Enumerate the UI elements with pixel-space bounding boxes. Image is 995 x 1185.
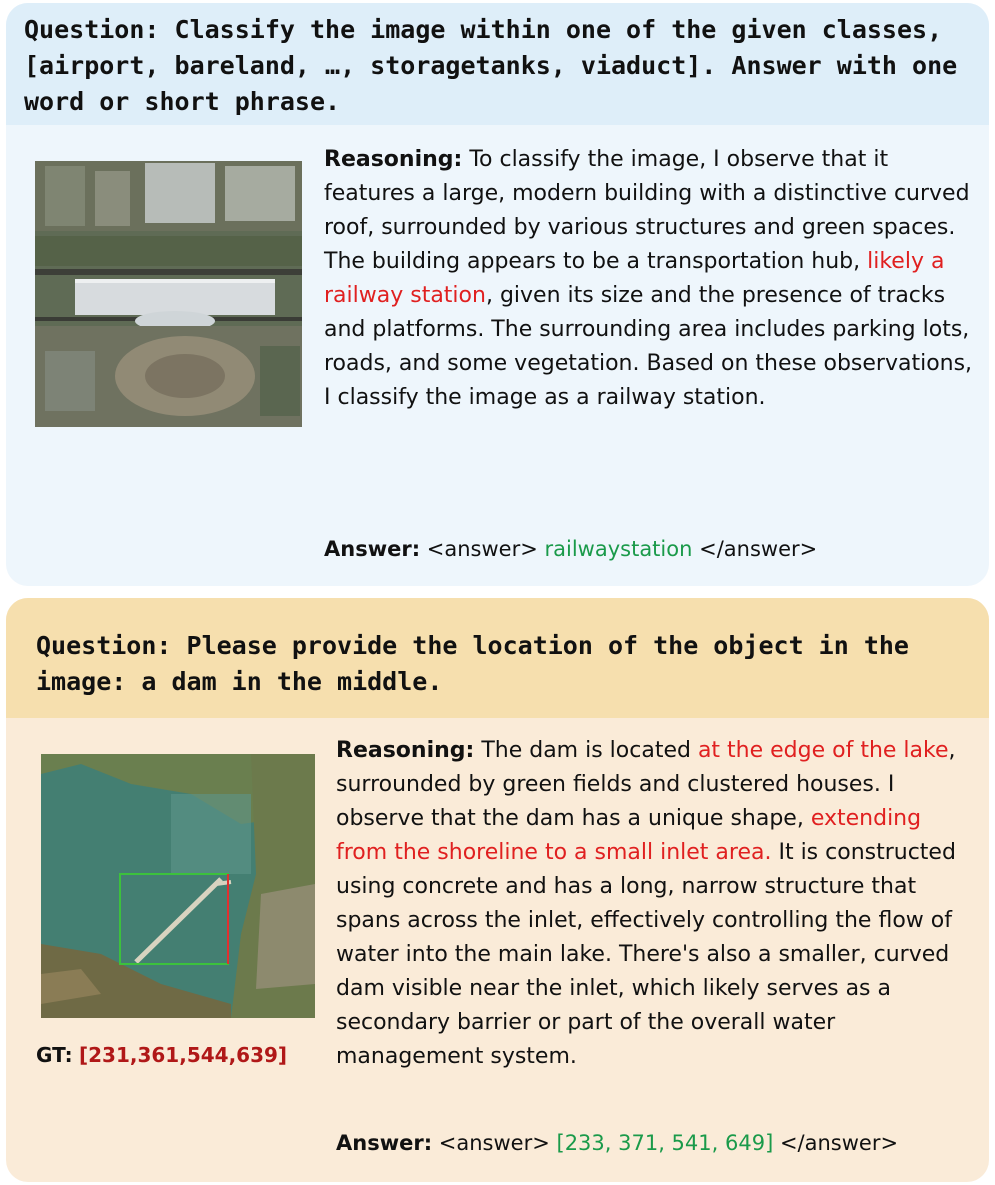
reasoning-label: Reasoning: — [336, 738, 475, 763]
grounding-example-card — [6, 598, 989, 1182]
answer-value: [233, 371, 541, 649] — [556, 1131, 774, 1155]
answer-open-tag: <answer> — [420, 537, 545, 561]
reasoning-label: Reasoning: — [324, 147, 463, 172]
reasoning-highlight-2: extending from the shoreline to a small inlet area. — [336, 806, 922, 865]
reasoning-part-b: , surrounded by green fields and clustered houses. I observe that the dam has a unique shape, — [336, 738, 956, 831]
dam-satellite-image — [41, 754, 315, 1018]
classification-example-card — [6, 3, 989, 586]
reasoning-part-a: To classify the image, I observe that it features a large, modern building with a distinctive curved roof, surrounded by various structures and green spaces. The building appears to be a transportation hub, — [324, 147, 970, 274]
reasoning-text — [336, 734, 976, 1074]
answer-close-tag: </answer> — [773, 1131, 899, 1155]
gt-value: [231,361,544,639] — [78, 1043, 288, 1067]
reasoning-part-c: It is constructed using concrete and has a long, narrow structure that spans across the inlet, effectively controlling the flow of water into the main lake. There's also a smaller, curved dam visible near the inlet, which likely serves as a secondary barrier or part of the overall water management system. — [336, 840, 956, 1069]
answer-line — [336, 1128, 898, 1158]
reasoning-part-a: The dam is located — [474, 738, 698, 763]
reasoning-text — [324, 143, 974, 415]
railway-station-satellite-image — [35, 161, 302, 427]
ground-truth-line — [36, 1040, 287, 1070]
reasoning-part-b: , given its size and the presence of tracks and platforms. The surrounding area includes parking lots, roads, and some vegetation. Based on these observations, I classify the image as a railway station. — [324, 283, 973, 410]
reasoning-highlight-1: at the edge of the lake — [697, 738, 949, 763]
answer-open-tag: <answer> — [432, 1131, 557, 1155]
answer-label: Answer: — [336, 1131, 433, 1155]
answer-value: railwaystation — [544, 537, 693, 561]
gt-label: GT: — [36, 1043, 73, 1067]
reasoning-highlight: likely a railway station — [324, 249, 945, 308]
question-header: Question: Classify the image within one of the given classes, [airport, bareland, …, storagetanks, viaduct]. Answer with one word or short phrase. — [6, 3, 989, 125]
question-header: Question: Please provide the location of the object in the image: a dam in the middle. — [6, 598, 989, 718]
answer-close-tag: </answer> — [692, 537, 818, 561]
answer-line — [324, 534, 817, 564]
answer-label: Answer: — [324, 537, 421, 561]
